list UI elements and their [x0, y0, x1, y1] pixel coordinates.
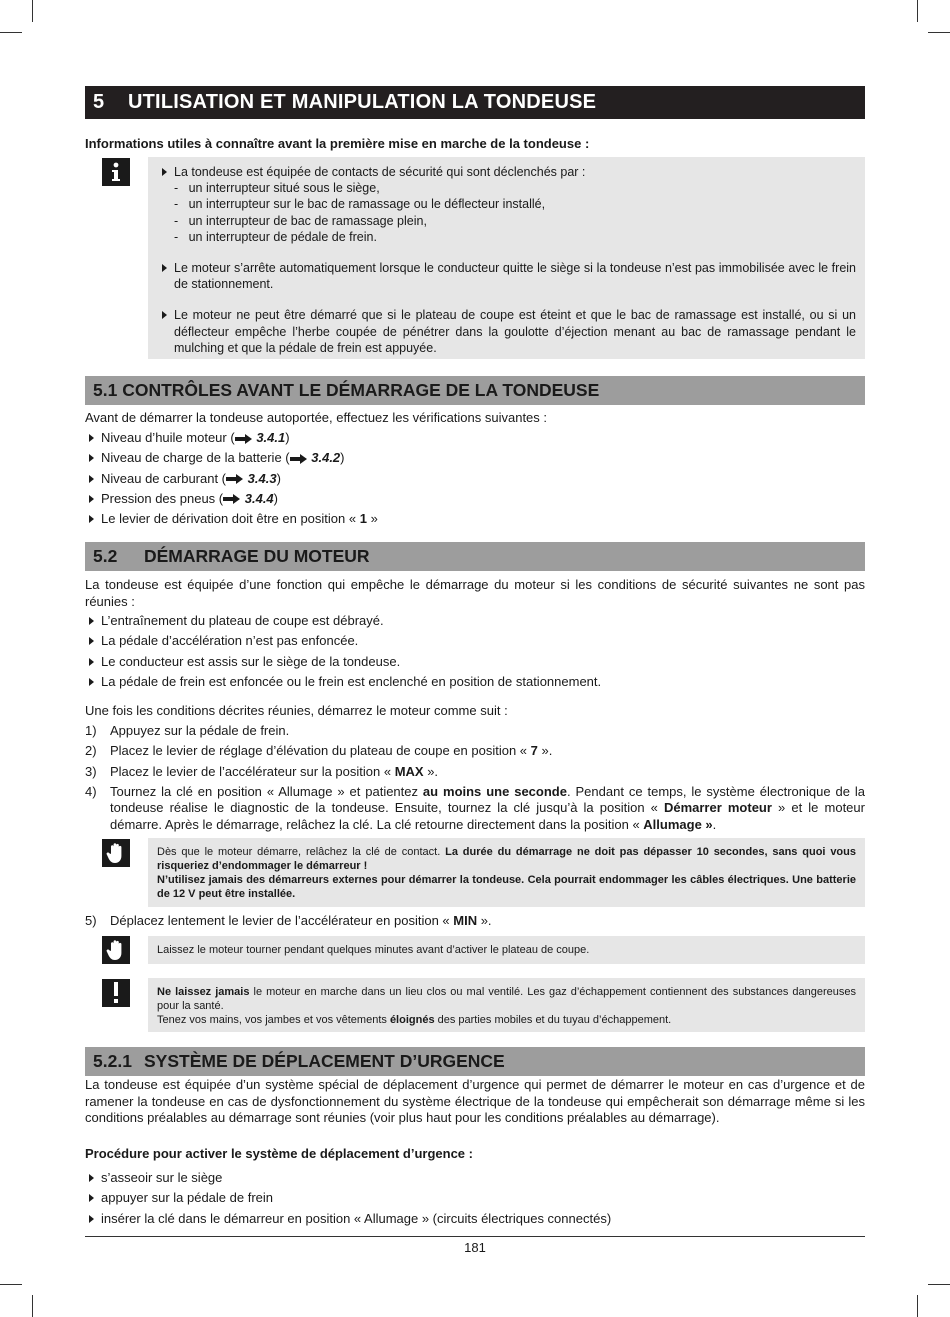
step-text: » et le moteur démarre. Après le démarrage, relâchez la clé. La clé retourne directement dans la position «: [110, 800, 865, 832]
info-bullet: [158, 307, 856, 356]
intro-heading: Informations utiles à connaître avant la première mise en marche de la tondeuse :: [85, 136, 590, 151]
check-item: [85, 471, 865, 491]
section-number: 5.2.1: [93, 1051, 132, 1071]
check-end: ): [285, 430, 290, 445]
check-text: Le levier de dérivation doit être en position «: [101, 511, 360, 527]
step-number: 2): [85, 743, 97, 759]
crop-mark: [928, 32, 950, 33]
hand-stop-icon: [102, 936, 130, 964]
check-text: Niveau de charge de la batterie (: [101, 450, 290, 466]
steps-list: [85, 723, 865, 833]
danger-text: [157, 985, 856, 1013]
check-end: »: [366, 511, 378, 527]
check-item: [85, 491, 865, 511]
danger-body: des parties mobiles et du tuyau d’échappement.: [434, 1014, 672, 1026]
check-item: [85, 511, 865, 531]
arrow-right-icon: [223, 494, 241, 504]
step-text: Placez le levier de réglage d’élévation du plateau de coupe en position «: [110, 743, 531, 759]
step-value: MIN: [453, 913, 478, 928]
conditions-list: [85, 613, 865, 694]
check-reference[interactable]: 3.4.4: [244, 490, 274, 506]
info-subitem-text: un interrupteur de pédale de frein.: [188, 229, 377, 244]
arrow-right-icon: [290, 454, 308, 464]
page-number: 181: [464, 1240, 486, 1255]
step-number: 1): [85, 723, 97, 738]
crop-mark: [32, 1295, 33, 1317]
condition-item: Le conducteur est assis sur le siège de la tondeuse.: [85, 654, 865, 674]
procedure-item: insérer la clé dans le démarreur en position « Allumage » (circuits électriques connectés): [85, 1211, 865, 1231]
crop-mark: [917, 1295, 918, 1317]
info-subitem-text: un interrupteur de bac de ramassage plein,: [188, 213, 427, 228]
section-5-1-intro: Avant de démarrer la tondeuse autoportée, effectuez les vérifications suivantes :: [85, 410, 548, 425]
step-number: 3): [85, 763, 97, 779]
danger-text: [157, 1013, 856, 1027]
step-text: ».: [477, 913, 492, 928]
info-subitem: - un interrupteur de pédale de frein.: [174, 229, 377, 244]
steps-intro: Une fois les conditions décrites réunies, démarrez le moteur comme suit :: [85, 703, 508, 718]
section-title: DÉMARRAGE DU MOTEUR: [144, 546, 370, 566]
section-title: SYSTÈME DE DÉPLACEMENT D’URGENCE: [144, 1051, 505, 1071]
section-number: 5.2: [93, 546, 118, 566]
check-reference[interactable]: 3.4.2: [311, 450, 341, 466]
check-text: Niveau de carburant (: [101, 470, 227, 486]
start-warning-text: [157, 845, 856, 873]
step-text: Déplacez lentement le levier de l’accélérateur en position «: [110, 913, 454, 928]
condition-item: La pédale d’accélération n’est pas enfoncée.: [85, 633, 865, 653]
step-value: MAX: [394, 763, 424, 779]
condition-item: L’entraînement du plateau de coupe est débrayé.: [85, 613, 865, 633]
check-value: 1: [359, 511, 367, 527]
info-subitem: - un interrupteur situé sous le siège,: [174, 181, 380, 196]
step-value: 7: [530, 743, 538, 759]
procedure-item: appuyer sur la pédale de frein: [85, 1190, 865, 1210]
section-5-2-1-heading: [85, 1047, 865, 1076]
info-bullet: [158, 164, 856, 180]
check-reference[interactable]: 3.4.1: [256, 430, 286, 445]
info-sublist: [158, 180, 856, 245]
step-item: [85, 913, 865, 930]
crop-mark: [0, 32, 22, 33]
warning-emphasis: N’utilisez jamais des démarreurs externes pour démarrer la tondeuse. Cela pourrait endommager les câbles électriques. Une batterie de 12 V peut être installée.: [157, 874, 856, 900]
info-subitem-text: un interrupteur situé sous le siège,: [188, 181, 380, 196]
section-number: 5: [93, 91, 105, 113]
section-5-2-1-intro: La tondeuse est équipée d’un système spécial de déplacement d’urgence qui permet de démarrer le moteur en cas d’urgence et de ramener la tondeuse en cas de dysfonctionnement du système électrique de la tondeuse qui empêcherait son démarrage même si les conditions préalables au démarrage sont réunies (voir plus haut pour les conditions préalables au démarrage).: [85, 1077, 865, 1125]
step-text: Appuyez sur la pédale de frein.: [110, 723, 290, 738]
step-item: [85, 764, 865, 784]
arrow-right-icon: [226, 474, 244, 484]
crop-mark: [928, 1284, 950, 1285]
procedure-list: [85, 1170, 865, 1231]
section-5-1-heading: 5.1 CONTRÔLES AVANT LE DÉMARRAGE DE LA TONDEUSE: [85, 376, 865, 405]
footer-divider: [85, 1236, 865, 1237]
info-bullet-text: La tondeuse est équipée de contacts de sécurité qui sont déclenchés par :: [174, 165, 586, 179]
step-text: ».: [537, 743, 553, 759]
check-end: ): [340, 450, 345, 466]
step-emphasis: au moins une seconde: [422, 783, 567, 799]
arrow-right-icon: [235, 434, 253, 444]
info-icon: [102, 158, 130, 186]
section-5-2-heading: [85, 542, 865, 571]
checks-list: [85, 430, 865, 531]
step-text: ».: [423, 763, 439, 779]
info-bullet-text: Le moteur ne peut être démarré que si le plateau de coupe est éteint et que le bac de ramassage est installé, ou si un déflecteur empêche l’herbe coupée de pénétrer dans la goulotte d’éjection menant au bac de ramassage pendant le mulching et que la pédale de frein est appuyée.: [174, 308, 856, 355]
step-text: Tournez la clé en position « Allumage » et patientez: [110, 783, 423, 799]
start-warning-note: [148, 838, 865, 907]
steps-list-continued: [85, 913, 865, 930]
check-text: Niveau d’huile moteur (: [101, 430, 235, 445]
step-item: [85, 784, 865, 834]
check-end: ): [276, 470, 281, 486]
info-bullet: [158, 260, 856, 292]
step-item: [85, 723, 865, 743]
procedure-item: s’asseoir sur le siège: [85, 1170, 865, 1190]
section-5-2-intro: La tondeuse est équipée d’une fonction qui empêche le démarrage du moteur si les conditions de sécurité suivantes ne sont pas réunies :: [85, 577, 865, 609]
section-title: UTILISATION ET MANIPULATION LA TONDEUSE: [128, 91, 597, 113]
info-subitem: - un interrupteur sur le bac de ramassage ou le déflecteur installé,: [174, 197, 546, 212]
step-number: 5): [85, 913, 97, 928]
info-subitem: - un interrupteur de bac de ramassage plein,: [174, 213, 427, 228]
warmup-note: [148, 936, 865, 964]
step-text: .: [712, 816, 717, 832]
warmup-text: Laissez le moteur tourner pendant quelques minutes avant d’activer le plateau de coupe.: [157, 944, 590, 956]
warning-emphasis: La durée du démarrage ne doit pas dépasser 10 secondes, sans quoi vous risqueriez d’endommager le démarreur !: [157, 846, 856, 872]
check-text: Pression des pneus (: [101, 490, 224, 506]
exclamation-icon: [102, 979, 130, 1007]
step-number: 4): [85, 783, 97, 799]
danger-emphasis: éloignés: [389, 1014, 435, 1026]
warning-text: Dès que le moteur démarre, relâchez la clé de contact.: [157, 846, 446, 858]
condition-item: La pédale de frein est enfoncée ou le frein est enclenché en position de stationnement.: [85, 674, 865, 694]
check-item: [85, 450, 865, 470]
check-end: ): [273, 490, 279, 506]
info-subitem-text: un interrupteur sur le bac de ramassage ou le déflecteur installé,: [188, 197, 546, 212]
danger-note: [148, 978, 865, 1032]
info-bullet-text: Le moteur s’arrête automatiquement lorsque le conducteur quitte le siège si la tondeuse n’est pas immobilisée avec le frein de stationnement.: [174, 261, 856, 292]
hand-stop-icon: [102, 839, 130, 867]
check-reference[interactable]: 3.4.3: [247, 470, 277, 486]
step-item: [85, 743, 865, 763]
danger-body: Tenez vos mains, vos jambes et vos vêtements: [157, 1014, 390, 1026]
danger-body: le moteur en marche dans un lieu clos ou mal ventilé. Les gaz d’échappement contiennent des substances dangereuses pour la santé.: [157, 986, 856, 1012]
step-text: . Pendant ce temps, le système électronique de la tondeuse réalise le diagnostic de la tondeuse. Ensuite, tournez la clé jusqu’à la position «: [110, 783, 865, 816]
step-emphasis: Allumage »: [643, 816, 713, 832]
danger-emphasis: Ne laissez jamais: [157, 986, 250, 998]
check-item: [85, 430, 865, 450]
procedure-heading: Procédure pour activer le système de déplacement d’urgence :: [85, 1146, 473, 1161]
step-text: Placez le levier de l’accélérateur sur la position «: [110, 763, 395, 779]
crop-mark: [32, 0, 33, 22]
info-note: [148, 157, 865, 359]
crop-mark: [0, 1284, 22, 1285]
section-5-heading: [85, 86, 865, 119]
crop-mark: [917, 0, 918, 22]
step-emphasis: Démarrer moteur: [663, 800, 772, 816]
